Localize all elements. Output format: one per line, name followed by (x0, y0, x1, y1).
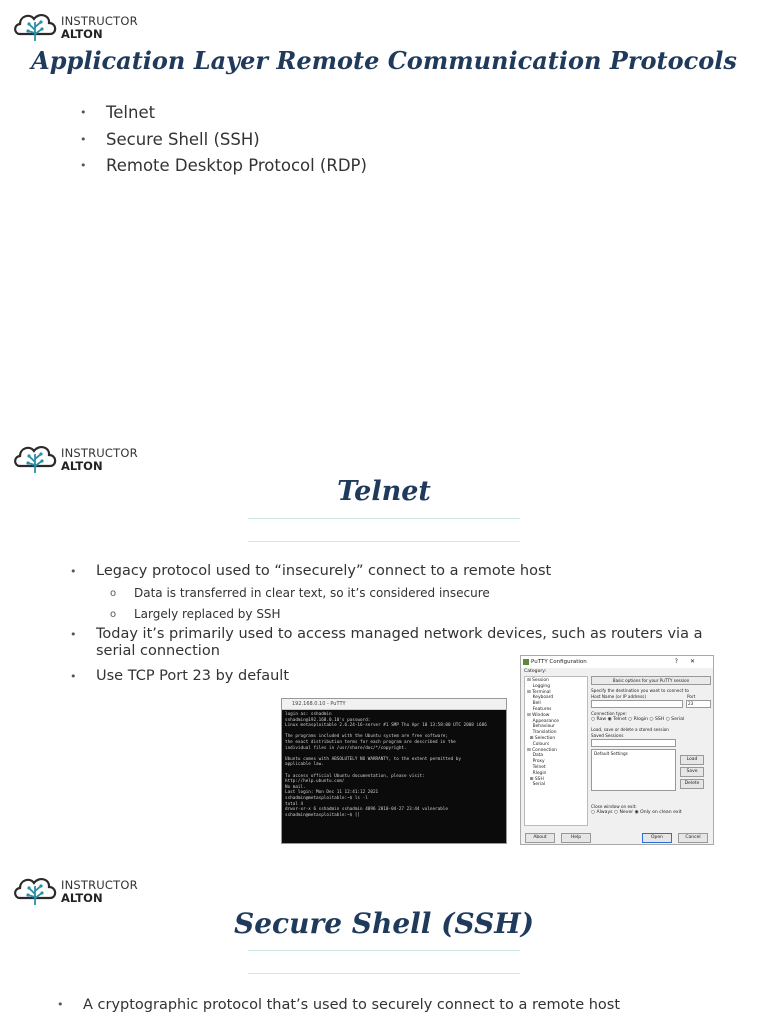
list-item: • Secure Shell (SSH) (106, 127, 367, 154)
sub-list-item: o Largely replaced by SSH (134, 606, 726, 622)
about-button: About (525, 833, 555, 843)
divider (248, 518, 520, 519)
close-window-label: Close window on exit: (591, 804, 637, 809)
divider (248, 541, 520, 542)
slide-title: Telnet (337, 476, 431, 507)
specify-label: Specify the destination you want to connect to (591, 688, 689, 693)
cloud-tree-icon (12, 442, 58, 474)
logo-text-instructor: INSTRUCTOR (61, 878, 138, 892)
cloud-tree-icon (12, 874, 58, 906)
default-settings-item: Default Settings (594, 751, 628, 756)
terminal-title-bar (282, 699, 506, 710)
host-input (591, 700, 683, 708)
window-controls: ?✕ (674, 658, 707, 665)
slide-title: Application Layer Remote Communication Protocols (31, 46, 737, 75)
port-input: 23 (686, 700, 711, 708)
instructor-alton-logo (12, 10, 152, 44)
category-label: Category: (524, 669, 547, 674)
list-item: • Use TCP Port 23 by default (96, 668, 726, 685)
logo-text-alton: ALTON (61, 459, 103, 473)
sessions-list (591, 749, 676, 791)
slide-title: Secure Shell (SSH) (234, 907, 534, 940)
host-label: Host Name (or IP address) (591, 694, 646, 699)
terminal-output: login as: sshadmin sshadmin@192.168.0.10's password: Linux metasploitable 2.6.24-16-server #1 SMP Thu Apr 10 13:58:00 UTC 2008 i686 The programs included with the Ubuntu system are free software; the exact distribution terms for each program are described in the individual files in /usr/share/doc/*/copyright. Ubuntu comes with ABSOLUTELY NO WARRANTY, to the extent permitted by applicable law. To access official Ubuntu documentation, please visit: http://help.ubuntu.com/ No mail. Last login: Mon Dec 11 12:41:12 2021 sshadmin@metasploitable:~$ ls -l total 4 drwxr-xr-x 6 sshadmin sshadmin 4096 2010-04-27 23:44 vulnerable sshadmin@metasploitable:~$ [] (285, 712, 487, 818)
list-item: • A cryptographic protocol that’s used to securely connect to a remote host (83, 996, 743, 1014)
save-button: Save (680, 767, 704, 777)
delete-button: Delete (680, 779, 704, 789)
panel-header: Basic options for your PuTTY session (591, 676, 711, 685)
logo-text-alton: ALTON (61, 891, 103, 905)
instructor-alton-logo (12, 442, 152, 476)
port-label: Port (687, 694, 696, 699)
open-button: Open (642, 833, 672, 843)
putty-title: PuTTY Configuration (531, 659, 587, 665)
logo-text-instructor: INSTRUCTOR (61, 14, 138, 28)
saved-sessions-label: Saved Sessions (591, 733, 624, 738)
slide-1 (0, 0, 768, 430)
cancel-button: Cancel (678, 833, 708, 843)
putty-icon (523, 659, 529, 665)
bullet-list (83, 996, 743, 1014)
sub-list-item: o Data is transferred in clear text, so it’s considered insecure (134, 585, 726, 601)
category-tree: ⊟ Session Logging ⊟ Terminal Keyboard Bell Features ⊟ Window Appearance Behaviour Translation ⊞ Selection Colours ⊟ Connection Data Proxy Telnet Rlogin ⊞ SSH Serial (524, 676, 588, 826)
load-save-label: Load, save or delete a stored session (591, 727, 669, 732)
putty-terminal-screenshot (281, 698, 507, 844)
list-item: • Remote Desktop Protocol (RDP) (106, 153, 367, 180)
divider (248, 973, 520, 974)
putty-title-bar (521, 656, 713, 668)
close-window-options: ○ Always ○ Never ◉ Only on clean exit (591, 810, 682, 815)
load-button: Load (680, 755, 704, 765)
connection-type-options: ○ Raw ◉ Telnet ○ Rlogin ○ SSH ○ Serial (591, 717, 685, 722)
logo-text-alton: ALTON (61, 27, 103, 41)
terminal-title: 192.168.0.10 - PuTTY (292, 701, 346, 707)
divider (248, 950, 520, 951)
cloud-tree-icon (12, 10, 58, 42)
list-item: • Legacy protocol used to “insecurely” connect to a remote host (96, 563, 726, 580)
saved-sessions-input (591, 739, 676, 747)
instructor-alton-logo (12, 874, 152, 908)
session-panel (591, 676, 711, 826)
putty-config-screenshot (520, 655, 714, 845)
bullet-list (106, 100, 367, 180)
logo-text-instructor: INSTRUCTOR (61, 446, 138, 460)
help-button: Help (561, 833, 591, 843)
connection-type-label: Connection type: (591, 711, 627, 716)
list-item: • Today it’s primarily used to access managed network devices, such as routers via a serial connection (96, 626, 726, 660)
list-item: • Telnet (106, 100, 367, 127)
